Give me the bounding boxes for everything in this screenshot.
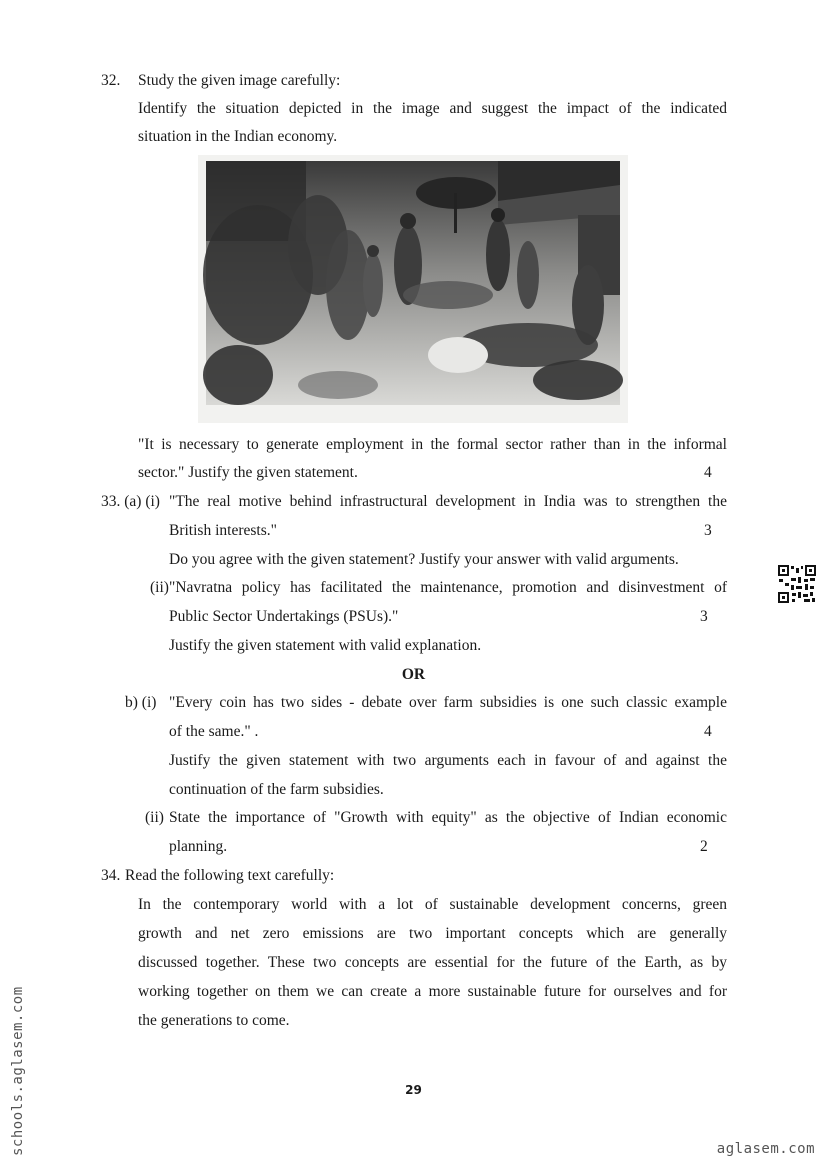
q34-passage-line: growth and net zero emissions are two important concepts which are generally — [138, 925, 727, 942]
q33-b-i-marks: 4 — [704, 723, 712, 740]
q33-b-i-line: of the same." . — [169, 723, 259, 740]
bottom-watermark: aglasem.com — [716, 1141, 815, 1157]
q34-passage-line: working together on them we can create a more sustainable future for ourselves and for — [138, 983, 727, 1000]
q32-statement-line: sector." Justify the given statement. — [138, 464, 358, 481]
q34-title: Read the following text carefully: — [125, 867, 335, 884]
q33-a-i-line: Do you agree with the given statement? Justify your answer with valid arguments. — [169, 551, 679, 568]
q33-b-ii-line: planning. — [169, 838, 228, 855]
q33-a-ii-line: "Navratna policy has facilitated the maintenance, promotion and disinvestment of — [169, 579, 727, 596]
q32-question-line: Identify the situation depicted in the image and suggest the impact of the indicated — [138, 100, 727, 117]
q32-marks: 4 — [704, 464, 712, 481]
q33-a-i-line: British interests." — [169, 522, 277, 539]
q33-a-ii-line: Justify the given statement with valid explanation. — [169, 637, 482, 654]
q33-a-i-marks: 3 — [704, 522, 712, 539]
q33-a-ii-label: (ii) — [150, 579, 169, 596]
q34-passage-line: the generations to come. — [138, 1012, 290, 1029]
q34-number: 34. — [101, 867, 121, 884]
q33-b-ii-label: (ii) — [145, 809, 164, 826]
side-watermark: schools.aglasem.com — [10, 986, 26, 1156]
market-photograph — [198, 155, 628, 423]
q33-a-ii-marks: 3 — [700, 608, 708, 625]
q32-number: 32. — [101, 72, 121, 89]
q33-a-ii-line: Public Sector Undertakings (PSUs)." — [169, 608, 399, 625]
q33-b-ii-line: State the importance of "Growth with equity" as the objective of Indian economic — [169, 809, 727, 826]
or-separator: OR — [401, 666, 426, 683]
q34-passage-line: In the contemporary world with a lot of sustainable development concerns, green — [138, 896, 727, 913]
q33-b-i-line: "Every coin has two sides - debate over farm subsidies is one such classic example — [169, 694, 727, 711]
q33-a-i-line: "The real motive behind infrastructural development in India was to strengthen the — [169, 493, 727, 510]
q32-statement-line: "It is necessary to generate employment in the formal sector rather than in the informal — [138, 436, 727, 453]
q34-passage-line: discussed together. These two concepts are essential for the future of the Earth, as by — [138, 954, 727, 971]
q33-a-i-label: 33. (a) (i) — [101, 493, 160, 510]
q33-b-i-line: Justify the given statement with two arguments each in favour of and against the — [169, 752, 727, 769]
q32-instruction: Study the given image carefully: — [138, 72, 341, 89]
q33-b-i-line: continuation of the farm subsidies. — [169, 781, 384, 798]
q33-b-i-label: b) (i) — [125, 694, 157, 711]
qr-code-icon — [777, 564, 817, 604]
page-number: 29 — [405, 1083, 422, 1097]
q33-b-ii-marks: 2 — [700, 838, 708, 855]
market-photo-illustration — [198, 155, 628, 423]
q32-question-line: situation in the Indian economy. — [138, 128, 338, 145]
